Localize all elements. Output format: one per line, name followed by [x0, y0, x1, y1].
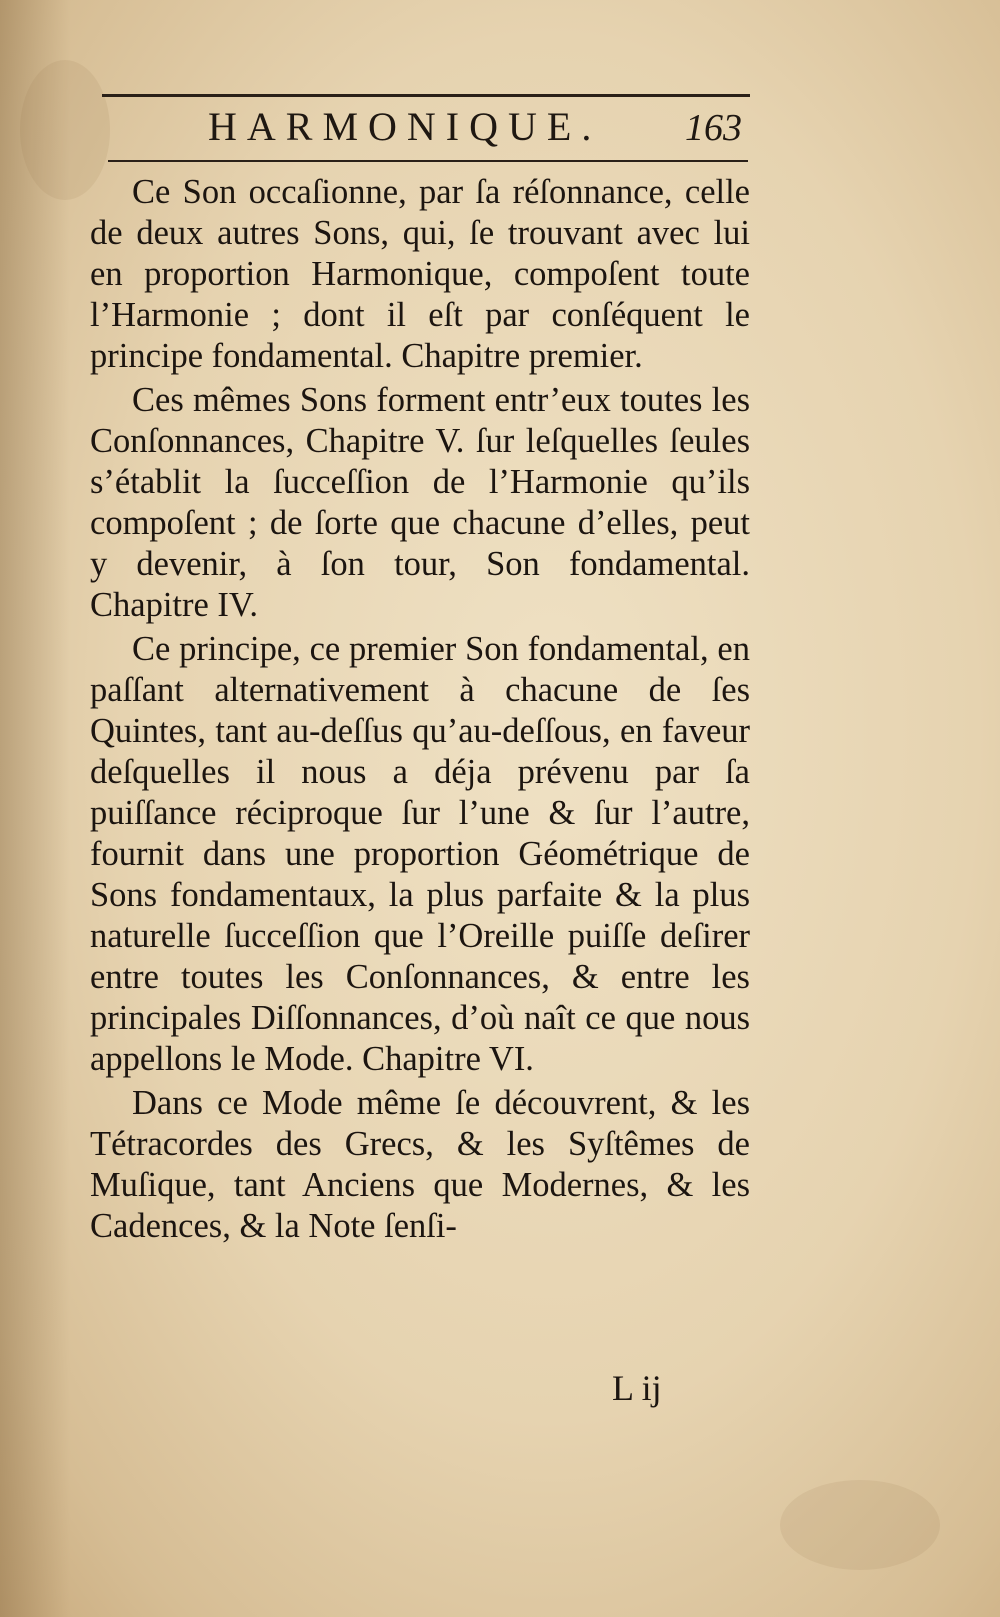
signature-mark: L ij: [612, 1368, 662, 1408]
paper-stain: [780, 1480, 940, 1570]
header-rule-bottom: [108, 160, 748, 162]
body-text: [90, 172, 750, 1250]
paragraph: Ces mêmes Sons forment entr’eux toutes les Conſonnances, Chapitre V. ſur leſquelles ſeules s’établit la ſucceſſion de l’Harmonie qu’ils compoſent ; de ſorte que chacune d’elles, peut y devenir, à ſon tour, Son fondamental. Chapitre IV.: [90, 381, 750, 624]
running-head: [102, 102, 750, 152]
header-rule-top: [102, 94, 750, 97]
paragraph: Ce Son occaſionne, par ſa réſonnance, celle de deux autres Sons, qui, ſe trouvant avec lui en proportion Harmonique, compoſent toute l’Harmonie ; dont il eſt par conſéquent le principe fondamental. Chapitre premier.: [90, 173, 750, 375]
paragraph: Ce principe, ce premier Son fondamental, en paſſant alternativement à chacune de ſes Quintes, tant au-deſſus qu’au-deſſous, en faveur deſquelles il nous a déja prévenu par ſa puiſſance réciproque ſur l’une & ſur l’autre, fournit dans une proportion Géométrique de Sons fondamentaux, la plus parfaite & la plus naturelle ſucceſſion que l’Oreille puiſſe deſirer entre toutes les Conſonnances, & entre les principales Diſſonnances, d’où naît ce que nous appellons le Mode. Chapitre VI.: [90, 630, 750, 1078]
paragraph: Dans ce Mode même ſe découvrent, & les Tétracordes des Grecs, & les Syſtêmes de Muſique, tant Anciens que Modernes, & les Cadences, & la Note ſenſi-: [90, 1084, 750, 1245]
page-number: 163: [685, 107, 742, 149]
running-title: HARMONIQUE.: [208, 104, 602, 149]
